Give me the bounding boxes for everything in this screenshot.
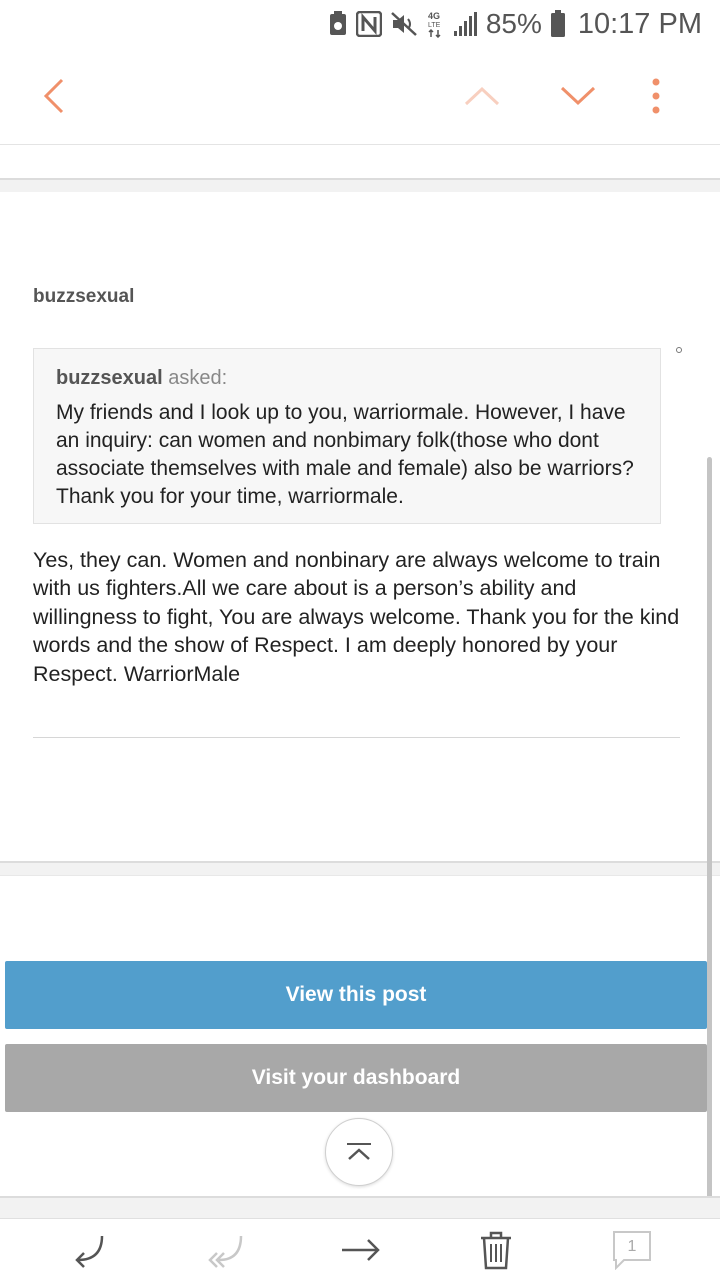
scroll-top-icon bbox=[346, 1142, 372, 1162]
scrollbar[interactable] bbox=[707, 457, 712, 1207]
sim-icon bbox=[328, 11, 348, 37]
next-message-button[interactable] bbox=[548, 48, 608, 144]
top-toolbar bbox=[0, 48, 720, 145]
delete-button[interactable] bbox=[461, 1219, 531, 1281]
separator-footer bbox=[0, 1196, 720, 1219]
reply-icon bbox=[68, 1230, 108, 1270]
ask-header bbox=[56, 365, 638, 391]
forward-button[interactable] bbox=[325, 1219, 395, 1281]
ask-box bbox=[33, 348, 661, 524]
asker-name[interactable]: buzzsexual bbox=[56, 367, 163, 389]
back-chevron-icon bbox=[43, 78, 65, 114]
signal-icon bbox=[452, 11, 478, 37]
mute-icon bbox=[390, 11, 418, 37]
reply-all-icon bbox=[205, 1230, 245, 1270]
blog-name[interactable]: buzzsexual bbox=[33, 286, 135, 307]
answer-text: Yes, they can. Women and nonbinary are always welcome to train with us fighters.All we care about is a person’s ability and willingness to fight, You are always welcome. Thank you for the kind words and the show of Respect. I am deeply honored by your Respect. WarriorMale bbox=[33, 548, 680, 686]
status-icons bbox=[328, 6, 702, 42]
ask-question: My friends and I look up to you, warriormale. However, I have an inquiry: can women and nonbimary folk(those who dont associate themselves with male and female) also be warriors? Thank you for your time, warriormale. bbox=[56, 401, 634, 508]
more-options-button[interactable] bbox=[626, 48, 686, 144]
post-divider bbox=[33, 737, 680, 738]
asked-label: asked: bbox=[168, 367, 228, 389]
separator-top bbox=[0, 178, 720, 193]
up-chevron-icon bbox=[464, 85, 500, 107]
nfc-icon bbox=[356, 11, 382, 37]
view-post-button[interactable]: View this post bbox=[5, 961, 707, 1029]
svg-text:LTE: LTE bbox=[427, 22, 441, 29]
battery-icon bbox=[550, 10, 566, 38]
scroll-to-top-button[interactable] bbox=[325, 1118, 393, 1186]
forward-icon bbox=[340, 1230, 380, 1270]
status-bar bbox=[0, 0, 720, 48]
visit-dashboard-button[interactable]: Visit your dashboard bbox=[5, 1044, 707, 1112]
note-count: 1 bbox=[627, 1238, 637, 1255]
battery-percent: 85% bbox=[485, 8, 542, 39]
lte-icon bbox=[426, 10, 444, 38]
separator-bottom bbox=[0, 861, 720, 876]
reply-all-button[interactable] bbox=[190, 1219, 260, 1281]
tiny-dot bbox=[676, 347, 682, 353]
previous-message-button[interactable] bbox=[452, 48, 512, 144]
svg-text:4G: 4G bbox=[427, 11, 440, 21]
reply-button[interactable] bbox=[53, 1219, 123, 1281]
status-time: 10:17 PM bbox=[577, 7, 702, 40]
more-vert-icon bbox=[651, 78, 661, 114]
trash-icon bbox=[478, 1230, 514, 1270]
notes-button[interactable] bbox=[597, 1219, 667, 1281]
bottom-action-bar bbox=[0, 1218, 720, 1281]
back-button[interactable] bbox=[24, 48, 84, 144]
down-chevron-icon bbox=[560, 85, 596, 107]
